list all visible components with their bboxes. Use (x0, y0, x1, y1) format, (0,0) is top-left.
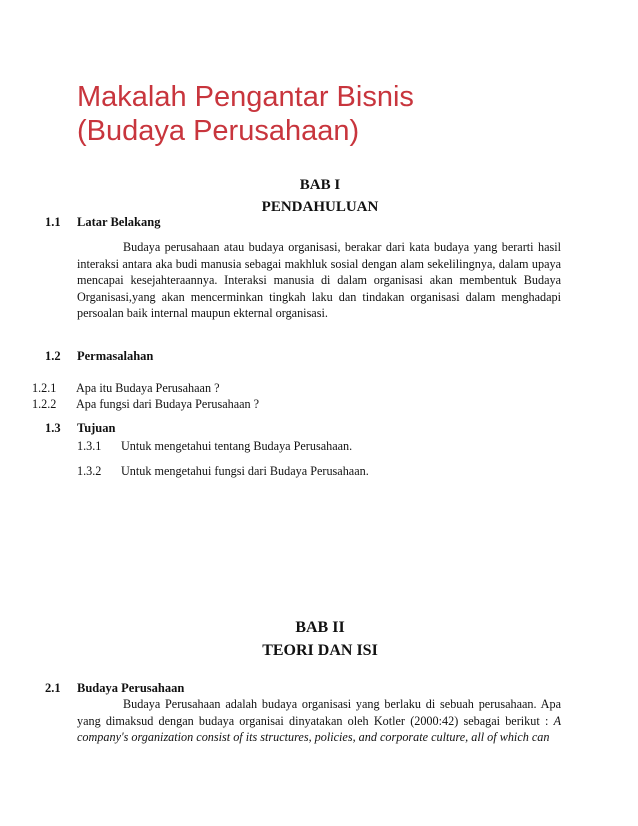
section-title: Permasalahan (77, 349, 154, 363)
chapter-2-name: TEORI DAN ISI (262, 642, 378, 659)
paragraph-quote: A company's organization consist of its structures, policies, and corporate culture, all of which can (77, 713, 562, 744)
item-number: 1.3.1 (77, 439, 102, 453)
chapter-1-label: BAB I (299, 177, 341, 193)
list-item (32, 397, 432, 415)
section-heading-1-3 (45, 421, 345, 439)
item-number: 1.2.2 (32, 397, 57, 411)
chapter-1-name: PENDAHULUAN (261, 199, 379, 215)
section-title: Latar Belakang (77, 215, 161, 229)
item-text: Untuk mengetahui fungsi dari Budaya Perusahaan. (121, 464, 369, 478)
item-number: 1.2.1 (32, 381, 57, 395)
section-number: 2.1 (45, 681, 61, 695)
section-number: 1.3 (45, 421, 61, 435)
list-item (77, 439, 477, 457)
section-heading-1-2 (45, 349, 345, 367)
section-title: Budaya Perusahaan (77, 681, 185, 695)
paragraph-latar-belakang (77, 239, 561, 322)
chapter-2-label: BAB II (295, 619, 345, 636)
section-number: 1.1 (45, 215, 61, 229)
section-title: Tujuan (77, 421, 116, 435)
paragraph-budaya-perusahaan (77, 696, 561, 746)
item-number: 1.3.2 (77, 464, 102, 478)
section-heading-1-1 (45, 215, 345, 233)
item-text: Apa itu Budaya Perusahaan ? (76, 381, 220, 395)
section-number: 1.2 (45, 349, 61, 363)
title-line-1: Makalah Pengantar Bisnis (77, 81, 414, 113)
title-line-2: (Budaya Perusahaan) (77, 115, 360, 147)
paragraph-text: Budaya Perusahaan adalah budaya organisasi yang berlaku di sebuah perusahaan. Apa yang dimaksud dengan budaya organisai dinyatakan oleh Kotler (2000:42) sebagai berikut : (77, 697, 561, 728)
paragraph-text: Budaya perusahaan atau budaya organisasi, berakar dari kata budaya yang berarti hasil interaksi antara aka budi manusia sebagai makhluk sosial dengan alam sekelilingnya, dalam upaya mencapai kesejahteraannya. Interaksi manusia di dalam organisasi akan membentuk Budaya Organisasi,yang akan mencerminkan tingkah laku dan tindakan organisasi dalam menghadapi persoalan baik internal maupun ekternal organisasi. (77, 240, 561, 320)
item-text: Untuk mengetahui tentang Budaya Perusahaan. (121, 439, 353, 453)
item-text: Apa fungsi dari Budaya Perusahaan ? (76, 397, 260, 411)
list-item (77, 464, 477, 482)
document-title (77, 80, 414, 148)
